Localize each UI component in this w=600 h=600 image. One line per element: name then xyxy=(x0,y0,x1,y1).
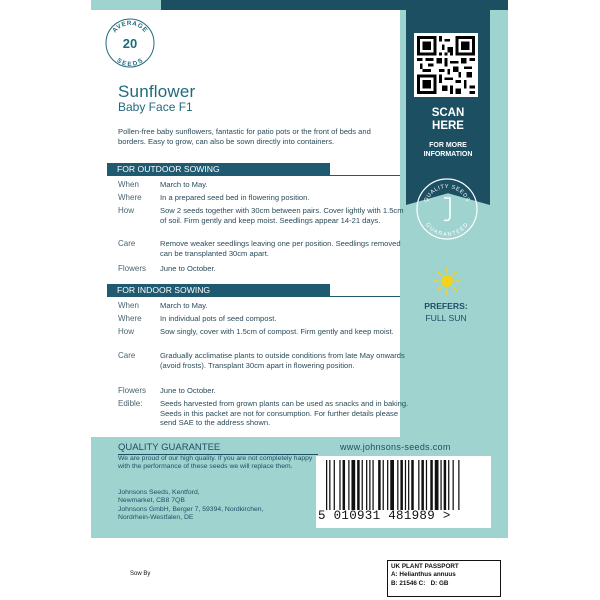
prefers-label: PREFERS: xyxy=(424,301,468,311)
barcode-bar xyxy=(366,460,367,510)
scan-here-title xyxy=(406,107,490,133)
row-value: In individual pots of seed compost. xyxy=(160,314,277,323)
barcode-bar xyxy=(357,460,360,510)
address-line: Johnsons Seeds, Kentford, xyxy=(118,489,200,496)
quality-seeds-badge xyxy=(414,176,480,242)
row-label: How xyxy=(118,327,135,336)
barcode-bar xyxy=(448,460,449,510)
barcode-bar xyxy=(369,460,370,510)
barcode-bar xyxy=(390,460,394,510)
quality-guarantee-title: QUALITY GUARANTEE xyxy=(118,442,318,455)
average-seeds-badge xyxy=(104,17,156,69)
barcode-bar xyxy=(351,460,355,510)
barcode-bar xyxy=(372,460,373,510)
svg-text:SEEDS xyxy=(115,57,144,68)
barcode-bar xyxy=(430,460,433,510)
row-value: June to October. xyxy=(160,386,216,395)
barcode-bar xyxy=(411,460,414,510)
badge-bottom-text: SEEDS xyxy=(115,57,145,69)
badge-top-text: AVERAGE xyxy=(111,19,149,35)
row-value: Seeds harvested from grown plants can be used as snacks and in baking. Seeds in this packet are not for consumption. For further details please send SAE to the address shown. xyxy=(160,399,409,428)
row-value: Gradually acclimatise plants to outside conditions from late May onwards (avoid frosts). Transplant 30cm apart in flowering position. xyxy=(160,351,405,370)
company-address xyxy=(118,489,318,522)
barcode-bar xyxy=(378,460,381,510)
row-value: Sow 2 seeds together with 30cm between pairs. Cover lightly with 1.5cm of soil. Firm gently and keep moist. Seedlings appear 14-21 days. xyxy=(160,206,404,225)
barcode-bar xyxy=(329,460,330,510)
row-label: When xyxy=(118,301,139,310)
barcode-bar xyxy=(408,460,409,510)
svg-text:QUALITY SEEDS xyxy=(423,184,470,203)
plant-passport xyxy=(387,560,501,597)
barcode-bar xyxy=(334,460,335,510)
passport-line-a: A: Helianthus annuus xyxy=(391,571,456,579)
quality-bottom-text: GUARANTEED xyxy=(423,221,471,239)
row-value: In a prepared seed bed in flowering position. xyxy=(160,193,310,202)
row-value: Sow singly, cover with 1.5cm of compost. Firm gently and keep moist. xyxy=(160,327,394,336)
barcode-bar xyxy=(339,460,340,510)
product-name: Sunflower xyxy=(118,82,196,101)
barcode-bar xyxy=(387,460,388,510)
outdoor-divider xyxy=(107,175,400,176)
row-label: Edible: xyxy=(118,399,143,408)
barcode-bar xyxy=(444,460,447,510)
quality-top-text: QUALITY SEEDS xyxy=(423,183,471,204)
svg-text:GUARANTEED xyxy=(424,222,470,238)
barcode-bar xyxy=(458,460,459,510)
row-value: Remove weaker seedlings leaving one per position. Seedlings removed can be transplanted 30cm apart. xyxy=(160,239,401,258)
top-band-accent xyxy=(91,0,161,10)
barcode-bar xyxy=(400,460,403,510)
scan-line-1: SCAN xyxy=(431,107,465,119)
passport-line-b: B: 21546 C: xyxy=(391,579,426,587)
row-label: Care xyxy=(118,239,136,248)
row-label: How xyxy=(118,206,135,215)
barcode-bar xyxy=(362,460,363,510)
passport-title: UK PLANT PASSPORT xyxy=(391,563,459,570)
badge-number: 20 xyxy=(122,36,138,51)
qr-code[interactable] xyxy=(414,33,478,97)
product-description: Pollen-free baby sunflowers, fantastic for patio pots or the front of beds and borders. Easy to grow, can also be sown directly into containers. xyxy=(118,127,371,146)
scan-line-2: HERE xyxy=(432,120,464,132)
barcode-bar xyxy=(435,460,439,510)
prefers-value: FULL SUN xyxy=(425,313,467,323)
row-value: March to May. xyxy=(160,180,208,189)
barcode-bar xyxy=(426,460,427,510)
barcode-bar xyxy=(453,460,454,510)
more-information-text xyxy=(406,141,490,159)
row-label: Where xyxy=(118,193,142,202)
quality-guarantee-text: We are proud of our high quality. If you are not completely happy with the performance of these seeds we will replace them. xyxy=(118,455,313,471)
row-label: Where xyxy=(118,314,142,323)
barcode xyxy=(316,456,491,528)
website-link[interactable]: www.johnsons-seeds.com xyxy=(340,442,451,452)
address-line: Johnsons GmbH, Berger 7, 59394, Nordkirchen, xyxy=(118,505,264,513)
row-label: Flowers xyxy=(118,386,147,395)
barcode-bar xyxy=(383,460,384,510)
row-label: Flowers xyxy=(118,264,147,273)
barcode-bar xyxy=(397,460,398,510)
svg-text:AVERAGE xyxy=(111,20,149,34)
barcode-bar xyxy=(326,460,327,510)
barcode-bars xyxy=(326,460,486,510)
indoor-divider xyxy=(107,296,400,297)
barcode-digits: 5 010931 481989 > xyxy=(318,509,451,523)
row-value: June to October. xyxy=(160,264,216,273)
outdoor-sowing-heading: FOR OUTDOOR SOWING xyxy=(107,163,330,175)
passport-line-bcd xyxy=(391,580,497,588)
address-line: Newmarket, CB8 7QB xyxy=(118,497,185,505)
row-label: Care xyxy=(118,351,136,360)
sow-by-label: Sow By xyxy=(130,571,151,577)
barcode-bar xyxy=(418,460,419,510)
address-line: Nordrhein-Westfalen, DE xyxy=(118,513,194,521)
barcode-bar xyxy=(405,460,406,510)
sun-icon xyxy=(432,266,462,296)
row-value: March to May. xyxy=(160,301,208,310)
johnsons-j-logo-icon xyxy=(444,198,450,221)
indoor-sowing-heading: FOR INDOOR SOWING xyxy=(107,284,330,296)
barcode-bar xyxy=(421,460,424,510)
barcode-bar xyxy=(343,460,346,510)
row-label: When xyxy=(118,180,139,189)
barcode-bar xyxy=(440,460,441,510)
qr-code-icon xyxy=(417,36,475,94)
more-line-1: FOR MORE xyxy=(429,142,467,149)
barcode-bar xyxy=(348,460,349,510)
passport-line-d: D: GB xyxy=(430,579,449,587)
product-variety: Baby Face F1 xyxy=(118,100,193,114)
more-line-2: INFORMATION xyxy=(423,151,473,158)
